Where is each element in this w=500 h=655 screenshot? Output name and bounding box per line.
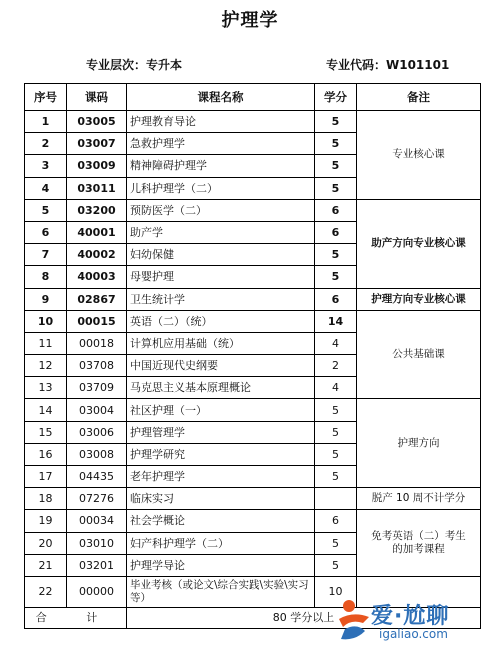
row-course-name: 计算机应用基础（统）: [127, 332, 315, 354]
row-credit: 5: [315, 443, 357, 465]
row-course-name: 助产学: [127, 221, 315, 243]
row-course-name: 卫生统计学: [127, 288, 315, 310]
row-no: 10: [25, 310, 67, 332]
row-course-name: 妇幼保健: [127, 244, 315, 266]
total-value: 80 学分以上: [127, 607, 481, 628]
total-label: 合 计: [25, 607, 127, 628]
row-course-name: 中国近现代史纲要: [127, 355, 315, 377]
watermark-brand: 爱·尬聊: [371, 604, 450, 629]
major-level: 专业层次：专升本: [86, 58, 183, 72]
row-credit: 6: [315, 221, 357, 243]
row-no: 2: [25, 133, 67, 155]
row-course-name: 护理管理学: [127, 421, 315, 443]
row-credit: 5: [315, 554, 357, 576]
row-course-name: 护理教育导论: [127, 111, 315, 133]
header-code: 课码: [67, 84, 127, 111]
row-no: 11: [25, 332, 67, 354]
row-course-name: 急救护理学: [127, 133, 315, 155]
row-credit: [315, 488, 357, 510]
row-no: 1: [25, 111, 67, 133]
row-credit: 5: [315, 399, 357, 421]
row-credit: 5: [315, 155, 357, 177]
note-cell: 免考英语（二）考生的加考课程: [357, 510, 481, 577]
row-no: 19: [25, 510, 67, 532]
row-code: 02867: [67, 288, 127, 310]
row-credit: 10: [315, 576, 357, 607]
row-code: 03009: [67, 155, 127, 177]
major-code: 专业代码：W101101: [326, 58, 450, 72]
row-credit: 5: [315, 532, 357, 554]
row-credit: 5: [315, 111, 357, 133]
row-code: 03008: [67, 443, 127, 465]
note-cell-empty: [357, 576, 481, 607]
row-course-name: 护理学研究: [127, 443, 315, 465]
header-name: 课程名称: [127, 84, 315, 111]
table-header-row: [25, 84, 481, 111]
row-no: 15: [25, 421, 67, 443]
row-code: 40002: [67, 244, 127, 266]
table-row: [25, 111, 481, 133]
table-row: [25, 199, 481, 221]
note-cell: 专业核心课: [357, 111, 481, 200]
course-table: [24, 83, 481, 629]
table-row: [25, 576, 481, 607]
row-course-name: 马克思主义基本原理概论: [127, 377, 315, 399]
header-note: 备注: [357, 84, 481, 111]
row-credit: 5: [315, 177, 357, 199]
row-code: 00018: [67, 332, 127, 354]
row-credit: 4: [315, 377, 357, 399]
note-cell: 助产方向专业核心课: [357, 199, 481, 288]
header-credit: 学分: [315, 84, 357, 111]
table-row: [25, 288, 481, 310]
row-credit: 5: [315, 133, 357, 155]
row-code: 03200: [67, 199, 127, 221]
row-course-name: 社区护理（一）: [127, 399, 315, 421]
row-no: 3: [25, 155, 67, 177]
header-no: 序号: [25, 84, 67, 111]
row-code: 07276: [67, 488, 127, 510]
row-credit: 5: [315, 421, 357, 443]
table-row: [25, 310, 481, 332]
row-code: 00015: [67, 310, 127, 332]
row-no: 4: [25, 177, 67, 199]
row-code: 03007: [67, 133, 127, 155]
row-no: 5: [25, 199, 67, 221]
table-row: [25, 399, 481, 421]
row-code: 03004: [67, 399, 127, 421]
row-course-name: 母婴护理: [127, 266, 315, 288]
row-credit: 6: [315, 288, 357, 310]
row-code: 40003: [67, 266, 127, 288]
note-cell: 公共基础课: [357, 310, 481, 399]
row-credit: 6: [315, 199, 357, 221]
row-no: 7: [25, 244, 67, 266]
row-no: 22: [25, 576, 67, 607]
row-course-name: 妇产科护理学（二）: [127, 532, 315, 554]
row-credit: 2: [315, 355, 357, 377]
row-no: 8: [25, 266, 67, 288]
row-credit: 5: [315, 466, 357, 488]
row-no: 6: [25, 221, 67, 243]
row-course-name: 社会学概论: [127, 510, 315, 532]
row-course-name: 儿科护理学（二）: [127, 177, 315, 199]
row-code: 40001: [67, 221, 127, 243]
row-no: 18: [25, 488, 67, 510]
page-title: 护理学: [221, 10, 279, 31]
row-credit: 5: [315, 244, 357, 266]
row-course-name: 预防医学（二）: [127, 199, 315, 221]
note-cell: 护理方向: [357, 399, 481, 488]
row-no: 16: [25, 443, 67, 465]
row-credit: 14: [315, 310, 357, 332]
row-code: 00034: [67, 510, 127, 532]
table-row: [25, 488, 481, 510]
row-no: 17: [25, 466, 67, 488]
row-course-name: 毕业考核（或论文\综合实践\实验\实习等）: [127, 576, 315, 607]
row-code: 00000: [67, 576, 127, 607]
row-no: 21: [25, 554, 67, 576]
row-course-name: 老年护理学: [127, 466, 315, 488]
row-credit: 4: [315, 332, 357, 354]
watermark-url: igaliao.com: [379, 627, 448, 641]
table-row: [25, 510, 481, 532]
row-credit: 6: [315, 510, 357, 532]
row-code: 03709: [67, 377, 127, 399]
row-no: 9: [25, 288, 67, 310]
row-course-name: 精神障碍护理学: [127, 155, 315, 177]
row-course-name: 英语（二）（统）: [127, 310, 315, 332]
row-credit: 5: [315, 266, 357, 288]
row-no: 12: [25, 355, 67, 377]
row-no: 14: [25, 399, 67, 421]
note-cell: 护理方向专业核心课: [357, 288, 481, 310]
note-cell: 脱产 10 周不计学分: [357, 488, 481, 510]
row-no: 13: [25, 377, 67, 399]
row-code: 03201: [67, 554, 127, 576]
row-code: 03010: [67, 532, 127, 554]
row-code: 03708: [67, 355, 127, 377]
total-row: [25, 607, 481, 628]
row-code: 03005: [67, 111, 127, 133]
row-course-name: 护理学导论: [127, 554, 315, 576]
row-code: 03011: [67, 177, 127, 199]
row-course-name: 临床实习: [127, 488, 315, 510]
row-no: 20: [25, 532, 67, 554]
row-code: 04435: [67, 466, 127, 488]
row-code: 03006: [67, 421, 127, 443]
